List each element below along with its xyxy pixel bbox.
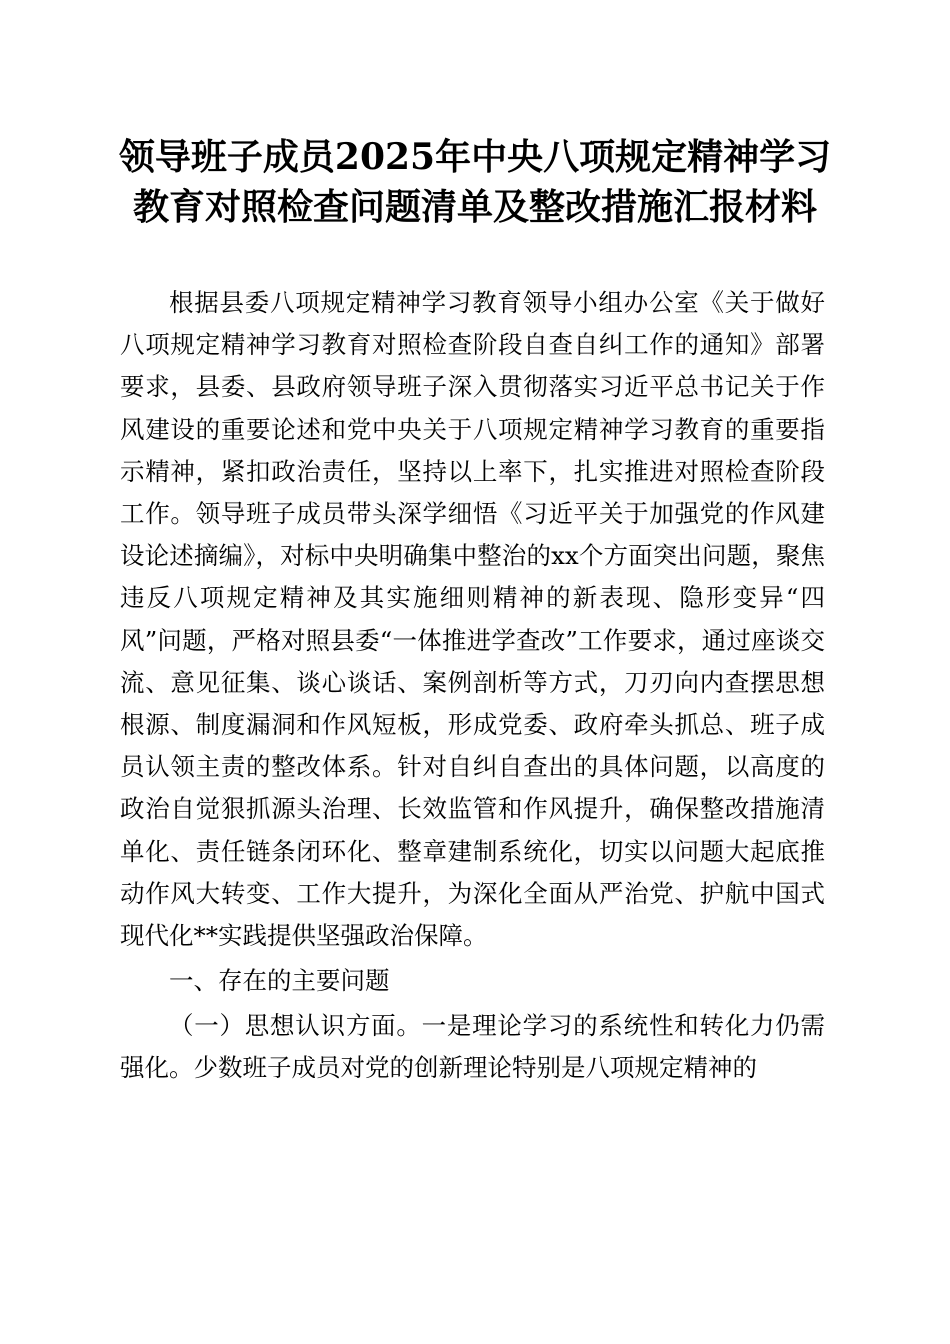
- title-line-2: 教育对照检查问题清单及整改措施汇报材料: [132, 186, 817, 228]
- intro-paragraph: 根据县委八项规定精神学习教育领导小组办公室《关于做好八项规定精神学习教育对照检查阶段自查自纠工作的通知》部署要求，县委、县政府领导班子深入贯彻落实习近平总书记关于作风建设的重要论述和党中央关于八项规定精神学习教育的重要指示精神，紧扣政治责任，坚持以上率下，扎实推进对照检查阶段工作。领导班子成员带头深学细悟《习近平关于加强党的作风建设论述摘编》，对标中央明确集中整治的xx个方面突出问题，聚焦违反八项规定精神及其实施细则精神的新表现、隐形变异“四风”问题，严格对照县委“一体推进学查改”工作要求，通过座谈交流、意见征集、谈心谈话、案例剖析等方式，刀刃向内查摆思想根源、制度漏洞和作风短板，形成党委、政府牵头抓总、班子成员认领主责的整改体系。针对自纠自查出的具体问题，以高度的政治自觉狠抓源头治理、长效监管和作风提升，确保整改措施清单化、责任链条闭环化、整章建制系统化，切实以问题大起底推动作风大转变、工作大提升，为深化全面从严治党、护航中国式现代化**实践提供坚强政治保障。: [120, 288, 825, 951]
- subsection-paragraph-ideology: （一）思想认识方面。一是理论学习的系统性和转化力仍需强化。少数班子成员对党的创新理论特别是八项规定精神的: [120, 1011, 825, 1083]
- document-body: [120, 282, 825, 1090]
- title-line-1: 领导班子成员2025年中央八项规定精神学习: [118, 136, 832, 178]
- section-heading-main-problems: 一、存在的主要问题: [169, 966, 390, 996]
- document-title: [100, 132, 850, 232]
